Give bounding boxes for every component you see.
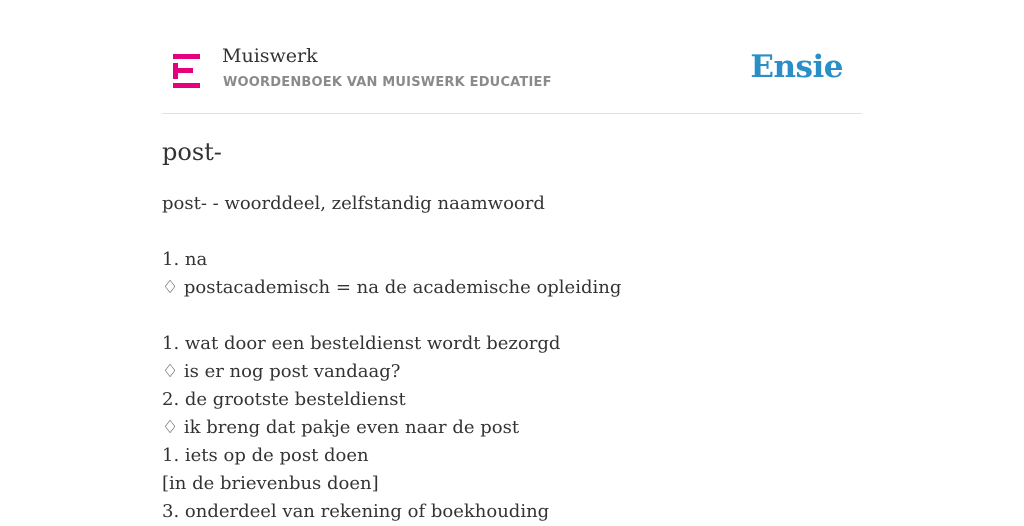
definition-line bbox=[162, 302, 862, 330]
definition-line bbox=[162, 218, 862, 246]
definition-line: [in de brievenbus doen] bbox=[162, 473, 379, 494]
page-container bbox=[162, 0, 862, 522]
definition-line: 1. wat door een besteldienst wordt bezorgd bbox=[162, 333, 561, 354]
definition-line: post- - woorddeel, zelfstandig naamwoord bbox=[162, 193, 545, 214]
definition-line: 2. de grootste besteldienst bbox=[162, 389, 406, 410]
definition-line: 3. onderdeel van rekening of boekhouding bbox=[162, 501, 550, 522]
ensie-logo-link[interactable]: Ensie bbox=[750, 49, 843, 85]
muiswerk-logo-icon[interactable] bbox=[173, 54, 200, 88]
definition-line: ♢ is er nog post vandaag? bbox=[162, 361, 401, 382]
site-header bbox=[162, 0, 862, 114]
definition-line: 1. iets op de post doen bbox=[162, 445, 369, 466]
entry-definition bbox=[162, 190, 862, 526]
entry-title: post- bbox=[162, 138, 222, 166]
site-subtitle: WOORDENBOEK VAN MUISWERK EDUCATIEF bbox=[223, 75, 552, 90]
site-name[interactable]: Muiswerk bbox=[222, 45, 318, 67]
definition-line: ♢ ik breng dat pakje even naar de post bbox=[162, 417, 520, 438]
definition-line: 1. na bbox=[162, 249, 208, 270]
definition-line: ♢ postacademisch = na de academische opleiding bbox=[162, 277, 622, 298]
